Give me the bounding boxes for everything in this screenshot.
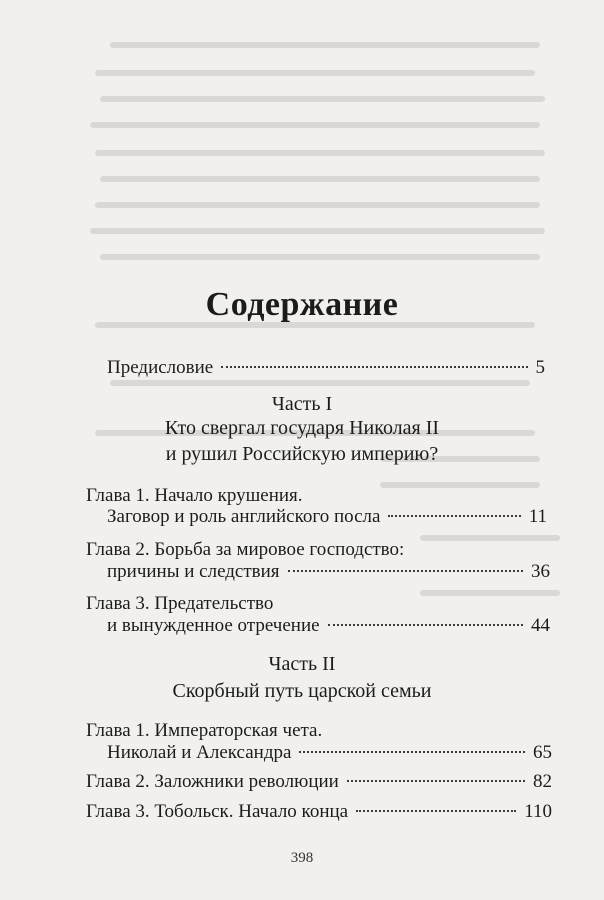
dot-leader bbox=[347, 780, 525, 782]
toc-entry-part2-ch1[interactable] bbox=[107, 742, 552, 764]
page-number: 398 bbox=[290, 850, 314, 866]
toc-entry-part1-ch2[interactable] bbox=[107, 561, 550, 583]
toc-title: Содержание bbox=[205, 286, 399, 323]
entry-page: 11 bbox=[528, 506, 547, 527]
entry-label: причины и следствия bbox=[107, 561, 280, 582]
dot-leader bbox=[299, 751, 525, 753]
dot-leader bbox=[356, 810, 516, 812]
toc-entry-part1-ch3[interactable] bbox=[107, 615, 550, 637]
toc-entry-part1-ch3-line1[interactable]: Глава 3. Предательство bbox=[86, 593, 274, 614]
entry-label: и вынужденное отречение bbox=[107, 615, 320, 636]
entry-page: 44 bbox=[531, 615, 550, 636]
toc-entry-part1-ch1[interactable] bbox=[107, 506, 547, 528]
part1-heading-line1: Кто свергал государя Николая II bbox=[164, 417, 440, 439]
toc-entry-part1-ch1-line1[interactable]: Глава 1. Начало крушения. bbox=[86, 485, 303, 506]
dot-leader bbox=[288, 570, 523, 572]
toc-entry-part1-ch2-line1[interactable]: Глава 2. Борьба за мировое господство: bbox=[86, 539, 405, 560]
toc-entry-part2-ch2[interactable] bbox=[86, 771, 552, 793]
part1-heading-line2: и рушил Российскую империю? bbox=[165, 443, 439, 465]
part2-heading: Скорбный путь царской семьи bbox=[172, 680, 432, 702]
entry-label: Николай и Александра bbox=[107, 742, 292, 763]
dot-leader bbox=[221, 366, 527, 368]
dot-leader bbox=[388, 515, 520, 517]
part2-label: Часть II bbox=[268, 653, 336, 675]
entry-label: Глава 3. Тобольск. Начало конца bbox=[86, 801, 349, 822]
toc-entry-part2-ch3[interactable] bbox=[86, 801, 552, 823]
entry-label: Глава 2. Заложники революции bbox=[86, 771, 339, 792]
entry-label: Заговор и роль английского посла bbox=[107, 506, 381, 527]
entry-page: 36 bbox=[531, 561, 550, 582]
entry-label: Предисловие bbox=[107, 357, 214, 378]
entry-page: 110 bbox=[524, 801, 552, 822]
part1-label: Часть I bbox=[271, 393, 333, 415]
entry-page: 82 bbox=[533, 771, 552, 792]
toc-entry-part2-ch1-line1[interactable]: Глава 1. Императорская чета. bbox=[86, 720, 323, 741]
entry-page: 5 bbox=[535, 357, 545, 378]
entry-page: 65 bbox=[533, 742, 552, 763]
dot-leader bbox=[328, 624, 523, 626]
toc-entry-preface[interactable] bbox=[107, 357, 545, 379]
